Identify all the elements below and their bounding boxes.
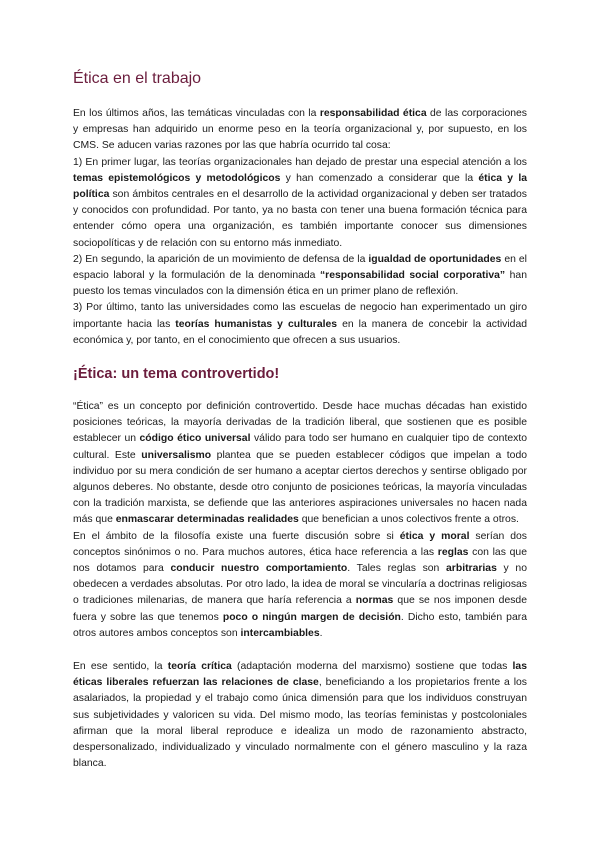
text-run: y han comenzado a considerar que la	[280, 172, 479, 184]
text-run: 3) Por último, tanto las universidades como las escuelas de negocio han experimentado un giro importante hacia las	[73, 302, 527, 330]
bold-term: arbitrarias	[446, 563, 497, 575]
text-run: “Ética” es un concepto por definición controvertido. Desde hace muchas décadas han existido posiciones teóricas, la mayoría derivadas de la tradición liberal, que sostienen que es posible establecer un	[73, 401, 527, 445]
paragraph-reason-1	[73, 155, 527, 252]
text-run: serían dos conceptos sinónimos o no. Para muchos autores, ética hace referencia a las	[73, 530, 527, 558]
bold-term: reglas	[437, 546, 469, 558]
paragraph-ethics-moral	[73, 529, 527, 642]
paragraph-universalism	[73, 399, 527, 529]
bold-term: igualdad de oportunidades	[368, 253, 502, 265]
text-run: .	[319, 627, 323, 639]
text-run: , beneficiando a los propietarios frente a los asalariados, la propiedad y el trabajo como única dimensión para que los individuos construyan sus subjetividades y valoricen su vida. Del mismo modo, las teorías feministas y postcoloniales afirman que la moral liberal reproduce e idealiza un modo de razonamiento abstracto, despersonalizado, individualizado y vinculado normalmente con el género masculino y la raza blanca.	[73, 677, 528, 770]
bold-term: las éticas liberales refuerzan las relaciones de clase	[73, 661, 527, 689]
text-run: plantea que se pueden establecer códigos que impelan a todo individuo por su mera condición de ser humano a aceptar ciertos derechos y sentirse obligado por algunos deberes. No obstante, desde otro conjunto de posiciones teóricas, la mayoría vinculadas con la tradición marxista, se defiende que las anteriores aspiraciones universales no hacen nada más que	[73, 449, 528, 526]
text-run: que se nos imponen desde fuera y sobre las que tenemos	[73, 595, 527, 623]
text-run: válido para todo ser humano en cualquier tipo de contexto cultural. Este	[73, 433, 527, 461]
bold-term: ética y moral	[399, 530, 470, 542]
paragraph-reason-2	[73, 252, 527, 301]
text-run: (adaptación moderna del marxismo) sostiene que todas	[231, 661, 513, 672]
controversy-section	[73, 399, 527, 642]
bold-term: enmascarar determinadas realidades	[115, 514, 299, 526]
text-run: con las que nos dotamos para	[73, 546, 527, 575]
text-run: y no obedecen a verdades absolutas. Por otro lado, la idea de moral se vincularía a doctrinas religiosas o tradiciones milenarias, de manera que haría referencia a	[73, 563, 527, 607]
paragraph-critical-theory	[73, 659, 527, 772]
text-run: . Dicho esto, también para otros autores ambos conceptos son	[73, 611, 527, 639]
section-title: ¡Ética: un tema controvertido!	[73, 366, 280, 382]
text-run: En los últimos años, las temáticas vinculadas con la	[73, 108, 320, 119]
text-run: que benefician a unos colectivos frente a otros.	[298, 514, 519, 526]
text-run: han puesto los temas vinculados con la dimensión ética en un primer plano de reflexión.	[73, 270, 527, 298]
bold-term: ética y la política	[73, 172, 527, 201]
bold-term: “responsabilidad social corporativa”	[319, 270, 506, 282]
bold-term: código ético universal	[139, 433, 251, 445]
text-run: de las corporaciones y empresas han adquirido un enorme peso en la teoría organizacional y, por supuesto, en los CMS. Se aducen varias razones por las que habría ocurrido tal cosa:	[73, 108, 527, 152]
page-title: Ética en el trabajo	[73, 70, 202, 87]
text-run: 1) En primer lugar, las teorías organizacionales han dejado de prestar una especial atención a los	[73, 156, 527, 168]
text-run: en la manera de concebir la actividad económica y, por tanto, en el conocimiento que ofrecen a sus usuarios.	[73, 318, 528, 346]
bold-term: temas epistemológicos y metodológicos	[73, 172, 281, 184]
text-run: . Tales reglas son	[347, 563, 447, 575]
text-run: En el ámbito de la filosofía existe una fuerte discusión sobre si	[73, 530, 400, 542]
bold-term: universalismo	[141, 449, 212, 461]
intro-section	[73, 106, 527, 349]
paragraph-intro	[73, 106, 527, 155]
bold-term: teoría crítica	[167, 661, 232, 672]
bold-term: poco o ningún margen de decisión	[222, 611, 401, 623]
text-run: en el espacio laboral y la formulación de la denominada	[73, 253, 527, 282]
paragraph-reason-3	[73, 300, 527, 349]
bold-term: conducir nuestro comportamiento	[170, 563, 348, 575]
text-run: 2) En segundo, la aparición de un movimiento de defensa de la	[73, 253, 369, 265]
bold-term: intercambiables	[240, 627, 320, 639]
bold-term: normas	[355, 595, 394, 607]
bold-term: responsabilidad ética	[319, 108, 427, 119]
text-run: En ese sentido, la	[73, 661, 168, 672]
bold-term: teorías humanistas y culturales	[175, 318, 338, 330]
critical-theory-section	[73, 659, 527, 772]
text-run: son ámbitos centrales en el desarrollo de la actividad organizacional y deben ser tratados y conocidos con profundidad. Por tanto, ya no basta con tener una buena formación técnica para entender cómo opera una organización, es también importante conocer sus dimensiones sociopolíticas y de relación con su entorno más inmediato.	[73, 189, 527, 249]
